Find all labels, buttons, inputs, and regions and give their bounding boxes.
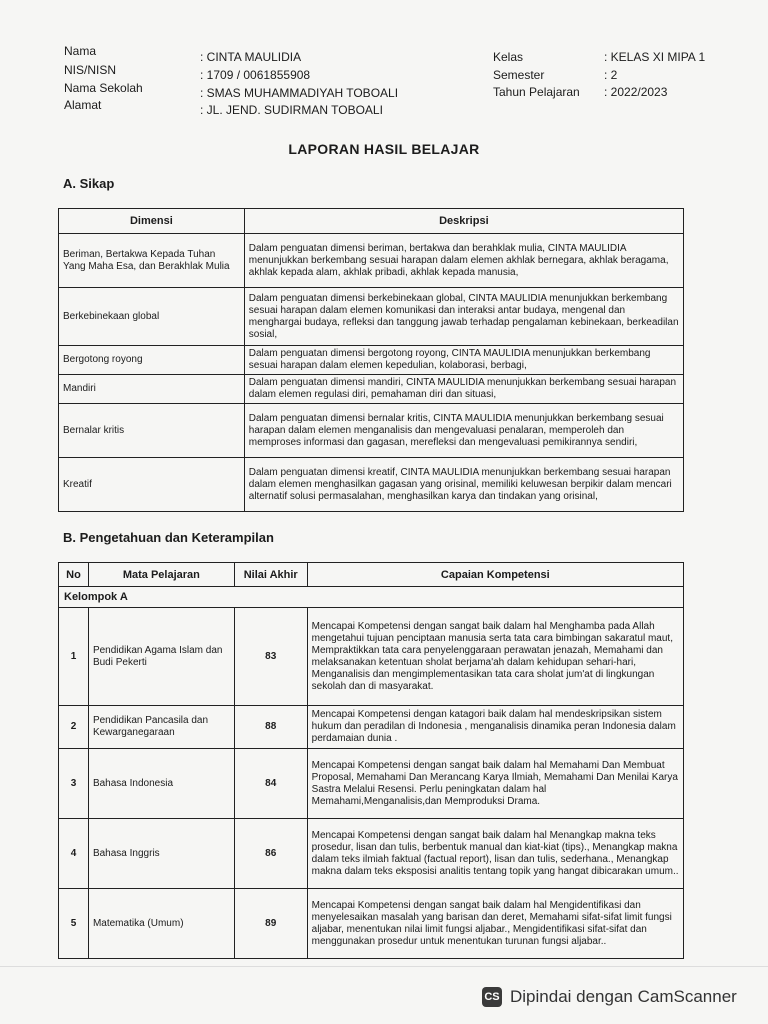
dimensi-cell: Kreatif — [59, 458, 245, 512]
row-nilai: 88 — [234, 706, 307, 749]
kelompok-label: Kelompok A — [59, 587, 684, 608]
table-row — [59, 375, 684, 404]
row-mapel: Matematika (Umum) — [88, 889, 234, 959]
table-row — [59, 404, 684, 458]
sikap-header-row — [59, 209, 684, 234]
camscanner-watermark — [482, 985, 737, 1009]
row-nilai: 89 — [234, 889, 307, 959]
col-capaian: Capaian Kompetensi — [307, 563, 683, 587]
dimensi-cell: Bergotong royong — [59, 346, 245, 375]
deskripsi-cell: Dalam penguatan dimensi bernalar kritis, CINTA MAULIDIA menunjukkan berkembang sesuai harapan dalam elemen menganalisis dan mengevaluasi penalaran, memperoleh dan memproses informasi dan gagasan, merefleksi dan mengevaluasi pemikirannya sendiri, — [244, 404, 683, 458]
dimensi-cell: Berkebinekaan global — [59, 288, 245, 346]
table-row — [59, 749, 684, 819]
row-mapel: Pendidikan Agama Islam dan Budi Pekerti — [88, 608, 234, 706]
row-no: 5 — [59, 889, 89, 959]
section-sikap-heading: A. Sikap — [63, 176, 115, 191]
row-mapel: Bahasa Inggris — [88, 819, 234, 889]
page-edge-divider — [0, 966, 768, 967]
label-nama: Nama — [64, 44, 97, 58]
row-capaian: Mencapai Kompetensi dengan sangat baik dalam hal Menghamba pada Allah mengetahui tujuan penciptaan manusia serta tata cara bimbingan sakaratul maut, Mempraktikkan tata cara penyelenggaraan perawatan jenazah, Memahami dan melaksanakan ketentuan sholat berjama'ah dalam kehidupan sehari-hari, Menganalisis dan mengimplementasikan tata cara sholat jum'at di lingkungan sekolah dan di masyarakat. — [307, 608, 683, 706]
row-mapel: Pendidikan Pancasila dan Kewarganegaraan — [88, 706, 234, 749]
col-dimensi: Dimensi — [59, 209, 245, 234]
deskripsi-cell: Dalam penguatan dimensi berkebinekaan global, CINTA MAULIDIA menunjukkan berkembang sesuai harapan dalam elemen komunikasi dan interaksi antar budaya, mengenal dan menghargai budaya, refleksi dan tanggung jawab terhadap pengalaman kebinekaan, berkeadilan sosial, — [244, 288, 683, 346]
value-kelas: : KELAS XI MIPA 1 — [604, 50, 706, 64]
table-row — [59, 819, 684, 889]
row-no: 2 — [59, 706, 89, 749]
row-capaian: Mencapai Kompetensi dengan katagori baik dalam hal mendeskripsikan sistem hukum dan peradilan di Indonesia , menganalisis dinamika peran Indonesia dalam perdamaian dunia . — [307, 706, 683, 749]
col-deskripsi: Deskripsi — [244, 209, 683, 234]
group-row — [59, 587, 684, 608]
row-capaian: Mencapai Kompetensi dengan sangat baik dalam hal Mengidentifikasi dan menyelesaikan masalah yang barisan dan deret, Memahami sifat-sifat limit fungsi aljabar, menentukan nilai limit fungsi aljabar., Mengidentifikasi sifat-sifat dan menggunakan prosedur untuk menentukan turunan fungsi aljabar.. — [307, 889, 683, 959]
table-row — [59, 458, 684, 512]
label-semester: Semester — [493, 68, 545, 82]
table-row — [59, 608, 684, 706]
row-mapel: Bahasa Indonesia — [88, 749, 234, 819]
row-no: 1 — [59, 608, 89, 706]
label-nis: NIS/NISN — [64, 63, 117, 77]
row-nilai: 86 — [234, 819, 307, 889]
value-sekolah: : SMAS MUHAMMADIYAH TOBOALI — [200, 86, 399, 100]
pengetahuan-table — [58, 562, 684, 959]
value-nama: : CINTA MAULIDIA — [200, 50, 302, 64]
col-no: No — [59, 563, 89, 587]
section-pengetahuan-heading: B. Pengetahuan dan Keterampilan — [63, 530, 274, 545]
camscanner-label: Dipindai dengan CamScanner — [510, 987, 737, 1006]
dimensi-cell: Bernalar kritis — [59, 404, 245, 458]
value-tahun: : 2022/2023 — [604, 85, 668, 99]
camscanner-icon: CS — [482, 987, 502, 1007]
table-row — [59, 288, 684, 346]
value-nis: : 1709 / 0061855908 — [200, 68, 311, 82]
report-title: LAPORAN HASIL BELAJAR — [288, 141, 480, 157]
row-no: 4 — [59, 819, 89, 889]
col-mapel: Mata Pelajaran — [88, 563, 234, 587]
dimensi-cell: Beriman, Bertakwa Kepada Tuhan Yang Maha Esa, dan Berakhlak Mulia — [59, 234, 245, 288]
table-row — [59, 346, 684, 375]
table-row — [59, 706, 684, 749]
label-tahun: Tahun Pelajaran — [493, 85, 580, 99]
label-sekolah: Nama Sekolah — [64, 81, 143, 95]
deskripsi-cell: Dalam penguatan dimensi mandiri, CINTA MAULIDIA menunjukkan berkembang sesuai harapan dalam elemen regulasi diri, pemahaman diri dan situasi, — [244, 375, 683, 404]
pengetahuan-header-row — [59, 563, 684, 587]
deskripsi-cell: Dalam penguatan dimensi kreatif, CINTA MAULIDIA menunjukkan berkembang sesuai harapan dalam elemen menghasilkan gagasan yang orisinal, memiliki keluwesan berpikir dalam mencari alternatif solusi permasalahan, menghasilkan karya dan tindakan yang orisinal, — [244, 458, 683, 512]
row-nilai: 83 — [234, 608, 307, 706]
label-kelas: Kelas — [493, 50, 524, 64]
row-nilai: 84 — [234, 749, 307, 819]
value-semester: : 2 — [604, 68, 618, 82]
deskripsi-cell: Dalam penguatan dimensi bergotong royong, CINTA MAULIDIA menunjukkan berkembang sesuai harapan dalam elemen kepedulian, kolaborasi, berbagi, — [244, 346, 683, 375]
row-no: 3 — [59, 749, 89, 819]
value-alamat: : JL. JEND. SUDIRMAN TOBOALI — [200, 103, 383, 117]
label-alamat: Alamat — [64, 98, 102, 112]
row-capaian: Mencapai Kompetensi dengan sangat baik dalam hal Menangkap makna teks prosedur, lisan dan tulis, berbentuk manual dan kiat-kiat (tips)., Menangkap makna dalam teks ilmiah faktual (factual report), lisan dan tulis, sederhana., Menangkap makna dalam teks eksposisi analitis tentang topik yang hangat dibicarakan umum.. — [307, 819, 683, 889]
col-nilai: Nilai Akhir — [234, 563, 307, 587]
dimensi-cell: Mandiri — [59, 375, 245, 404]
table-row — [59, 889, 684, 959]
sikap-table — [58, 208, 684, 512]
deskripsi-cell: Dalam penguatan dimensi beriman, bertakwa dan berahklak mulia, CINTA MAULIDIA menunjukkan berkembang sesuai harapan dalam elemen akhlak bernegara, akhlak beragama, akhlak kepada alam, akhlak pribadi, akhlak kepada manusia, — [244, 234, 683, 288]
table-row — [59, 234, 684, 288]
row-capaian: Mencapai Kompetensi dengan sangat baik dalam hal Memahami Dan Membuat Proposal, Memahami Dan Merancang Karya Ilmiah, Memahami Dan Menilai Karya Sastra Melalui Resensi. Perlu peningkatan dalam hal Memahami,Menganalisis,dan Memproduksi Drama. — [307, 749, 683, 819]
